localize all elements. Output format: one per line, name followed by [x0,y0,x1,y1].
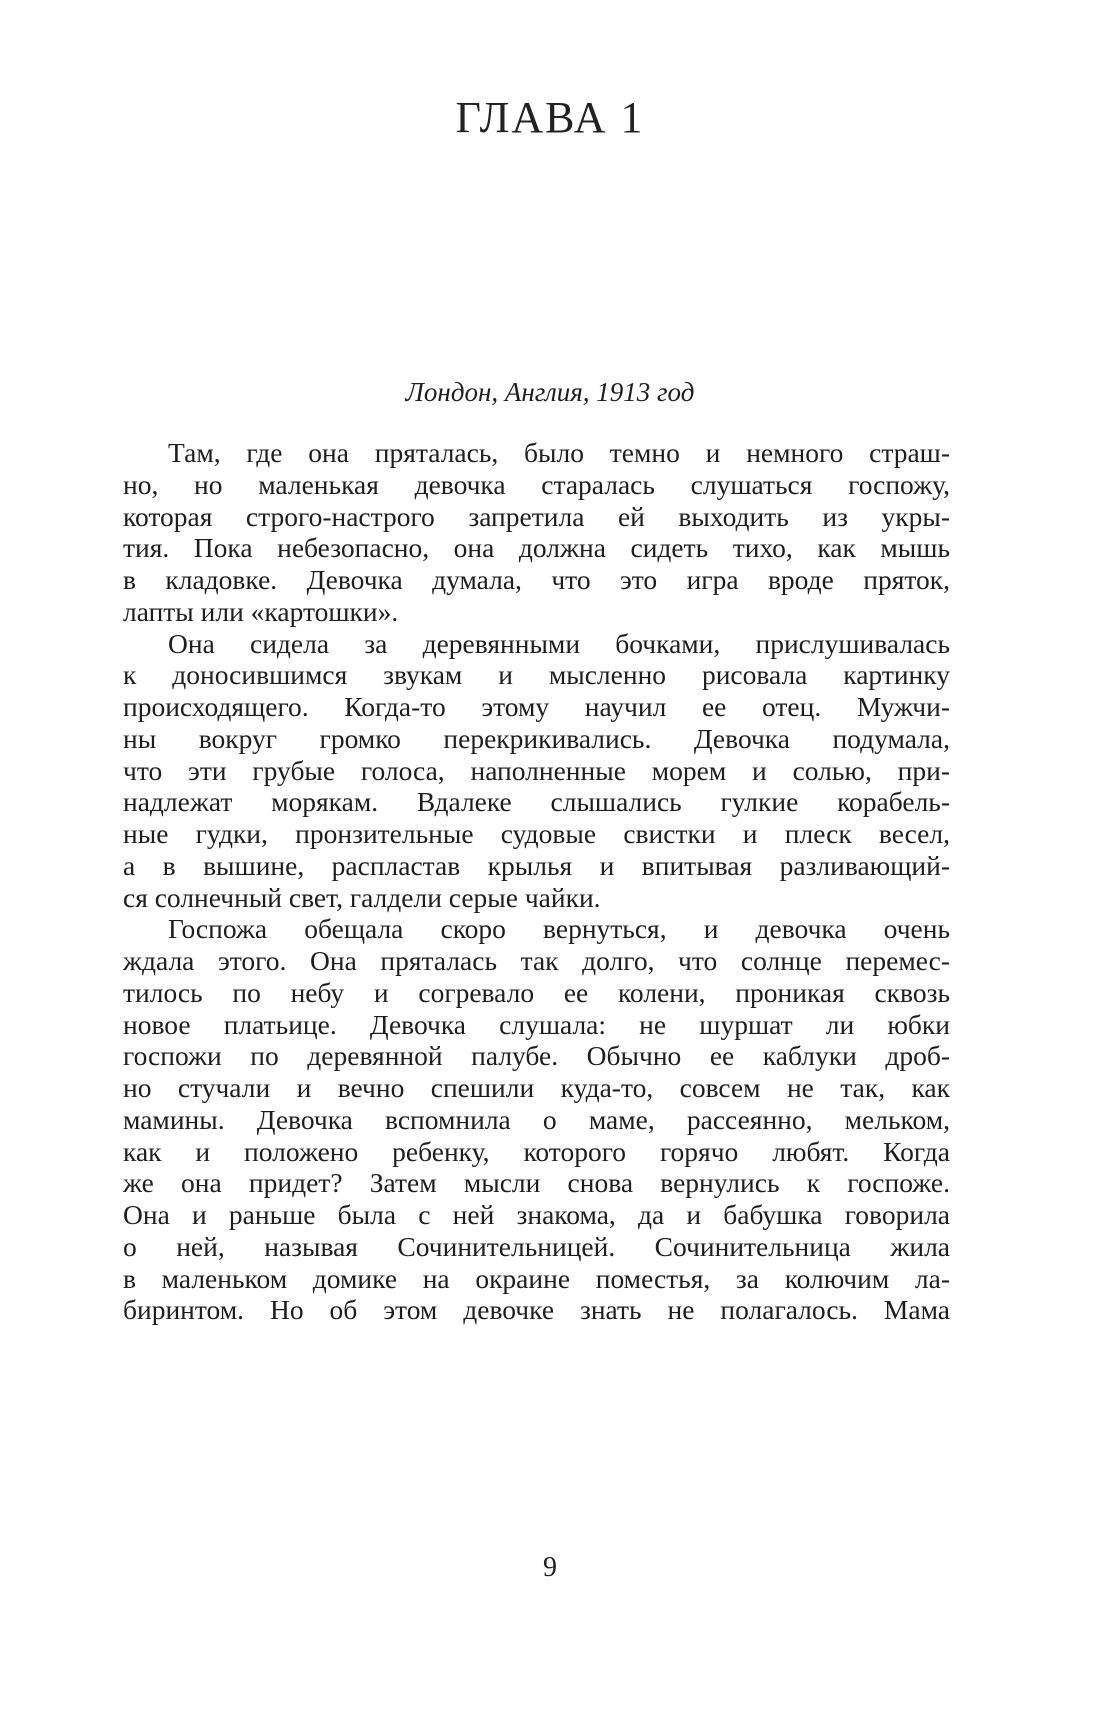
text-line: лапты или «картошки». [123,595,399,627]
text-line: госпожи по деревянной палубе. Обычно ее каблуки дроб- [123,1040,950,1072]
text-line: новое платьице. Девочка слушала: не шуршат ли юбки [123,1008,950,1040]
text-line: надлежат морякам. Вдалеке слышались гулкие корабель- [123,786,950,818]
text-line: о ней, называя Сочинительницей. Сочинительница жила [123,1230,950,1262]
chapter-title: ГЛАВА 1 [455,93,645,142]
text-line: Госпожа обещала скоро вернуться, и девочка очень [168,913,950,945]
text-line: как и положено ребенку, которого горячо любят. Когда [123,1135,950,1167]
text-line: в маленьком домике на окраине поместья, за колючим ла- [123,1262,950,1294]
text-line: же она придет? Затем мысли снова вернулись к госпоже. [123,1167,950,1199]
text-line: к доносившимся звукам и мысленно рисовала картинку [123,659,950,691]
text-line: но стучали и вечно спешили куда-то, совсем не так, как [123,1072,950,1103]
text-line: что эти грубые голоса, наполненные морем и солью, при- [123,754,950,786]
text-line: тилось по небу и согревало ее колени, проникая сквозь [123,976,950,1008]
text-line: ны вокруг громко перекрикивались. Девочка подумала, [123,722,950,754]
text-line: происходящего. Когда-то этому научил ее отец. Мужчи- [123,691,950,722]
text-line: ные гудки, пронзительные судовые свистки и плеск весел, [123,818,950,849]
text-line: Она и раньше была с ней знакома, да и бабушка говорила [123,1199,950,1230]
text-line: ся солнечный свет, галдели серые чайки. [123,881,601,913]
text-line: но, но маленькая девочка старалась слушаться госпожу, [123,468,950,500]
text-line: мамины. Девочка вспомнила о маме, рассеянно, мельком, [123,1103,950,1135]
text-line: тия. Пока небезопасно, она должна сидеть тихо, как мышь [123,532,950,564]
text-line: Она сидела за деревянными бочками, прислушивалась [168,627,950,659]
text-line: а в вышине, распластав крылья и впитывая разливающий- [123,849,950,881]
text-line: которая строго-настрого запретила ей выходить из укры- [123,500,950,532]
text-line: в кладовке. Девочка думала, что это игра вроде пряток, [123,564,950,595]
text-line: биринтом. Но об этом девочке знать не полагалось. Мама [123,1294,950,1326]
text-line: ждала этого. Она пряталась так долго, что солнце перемес- [123,945,950,976]
body-text [123,437,950,1326]
page-number: 9 [543,1552,557,1583]
text-line: Там, где она пряталась, было темно и немного страш- [168,437,950,468]
place-date-heading: Лондон, Англия, 1913 год [405,377,695,407]
